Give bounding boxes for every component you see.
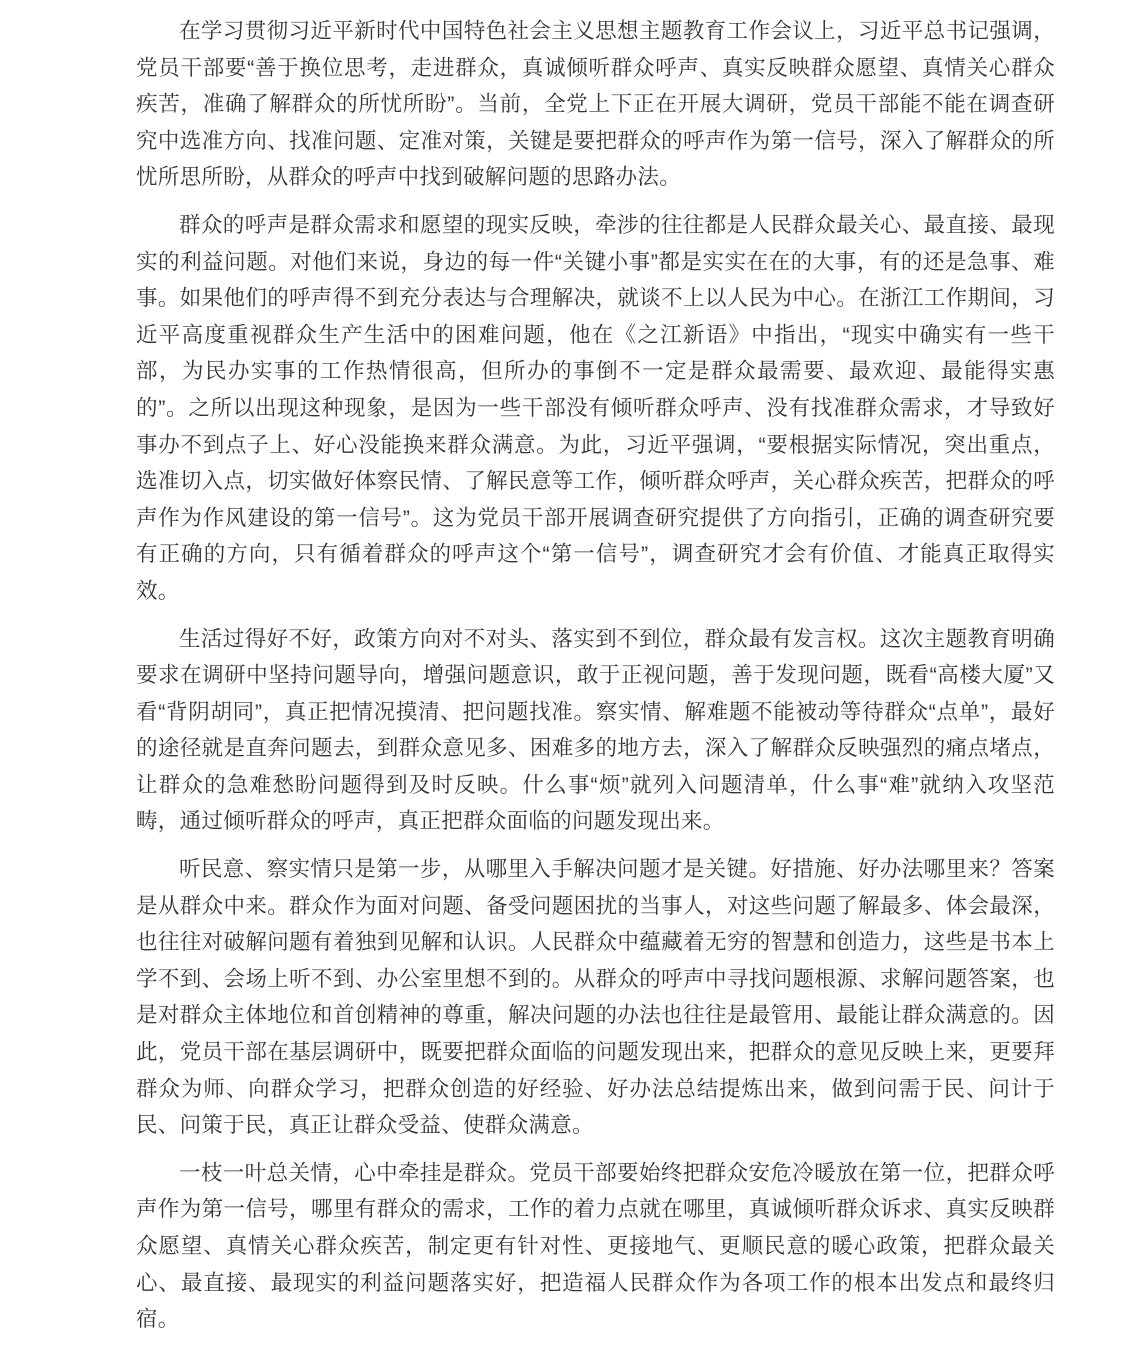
paragraph-5: 一枝一叶总关情，心中牵挂是群众。党员干部要始终把群众安危冷暖放在第一位，把群众呼声作为第一信号，哪里有群众的需求，工作的着力点就在哪里，真诚倾听群众诉求、真实反映群众愿望、真情关心群众疾苦，制定更有针对性、更接地气、更顺民意的暖心政策，把群众最关心、最直接、最现实的利益问题落实好，把造福人民群众作为各项工作的根本出发点和最终归宿。 xyxy=(136,1160,1055,1332)
paragraph-3: 生活过得好不好，政策方向对不对头、落实到不到位，群众最有发言权。这次主题教育明确要求在调研中坚持问题导向，增强问题意识，敢于正视问题，善于发现问题，既看“高楼大厦”又看“背阴胡同”，真正把情况摸清、把问题找准。察实情、解难题不能被动等待群众“点单”，最好的途径就是直奔问题去，到群众意见多、困难多的地方去，深入了解群众反映强烈的痛点堵点，让群众的急难愁盼问题得到及时反映。什么事“烦”就列入问题清单，什么事“难”就纳入攻坚范畴，通过倾听群众的呼声，真正把群众面临的问题发现出来。 xyxy=(136,626,1055,834)
paragraph-4: 听民意、察实情只是第一步，从哪里入手解决问题才是关键。好措施、好办法哪里来？答案是从群众中来。群众作为面对问题、备受问题困扰的当事人，对这些问题了解最多、体会最深，也往往对破解问题有着独到见解和认识。人民群众中蕴藏着无穷的智慧和创造力，这些是书本上学不到、会场上听不到、办公室里想不到的。从群众的呼声中寻找问题根源、求解问题答案，也是对群众主体地位和首创精神的尊重，解决问题的办法也往往是最管用、最能让群众满意的。因此，党员干部在基层调研中，既要把群众面临的问题发现出来，把群众的意见反映上来，更要拜群众为师、向群众学习，把群众创造的好经验、好办法总结提炼出来，做到问需于民、问计于民、问策于民，真正让群众受益、使群众满意。 xyxy=(136,857,1055,1138)
document-body xyxy=(136,13,1055,1338)
paragraph-1: 在学习贯彻习近平新时代中国特色社会主义思想主题教育工作会议上，习近平总书记强调，党员干部要“善于换位思考，走进群众，真诚倾听群众呼声、真实反映群众愿望、真情关心群众疾苦，准确了解群众的所忧所盼”。当前，全党上下正在开展大调研，党员干部能不能在调查研究中选准方向、找准问题、定准对策，关键是要把群众的呼声作为第一信号，深入了解群众的所忧所思所盼，从群众的呼声中找到破解问题的思路办法。 xyxy=(136,19,1055,190)
paragraph-2: 群众的呼声是群众需求和愿望的现实反映，牵涉的往往都是人民群众最关心、最直接、最现实的利益问题。对他们来说，身边的每一件“关键小事”都是实实在在的大事，有的还是急事、难事。如果他们的呼声得不到充分表达与合理解决，就谈不上以人民为中心。在浙江工作期间，习近平高度重视群众生产生活中的困难问题，他在《之江新语》中指出，“现实中确实有一些干部，为民办实事的工作热情很高，但所办的事倒不一定是群众最需要、最欢迎、最能得实惠的”。之所以出现这种现象，是因为一些干部没有倾听群众呼声、没有找准群众需求，才导致好事办不到点子上、好心没能换来群众满意。为此，习近平强调，“要根据实际情况，突出重点，选准切入点，切实做好体察民情、了解民意等工作，倾听群众呼声，关心群众疾苦，把群众的呼声作为作风建设的第一信号”。这为党员干部开展调查研究提供了方向指引，正确的调查研究要有正确的方向，只有循着群众的呼声这个“第一信号”，调查研究才会有价值、才能真正取得实效。 xyxy=(136,212,1055,603)
